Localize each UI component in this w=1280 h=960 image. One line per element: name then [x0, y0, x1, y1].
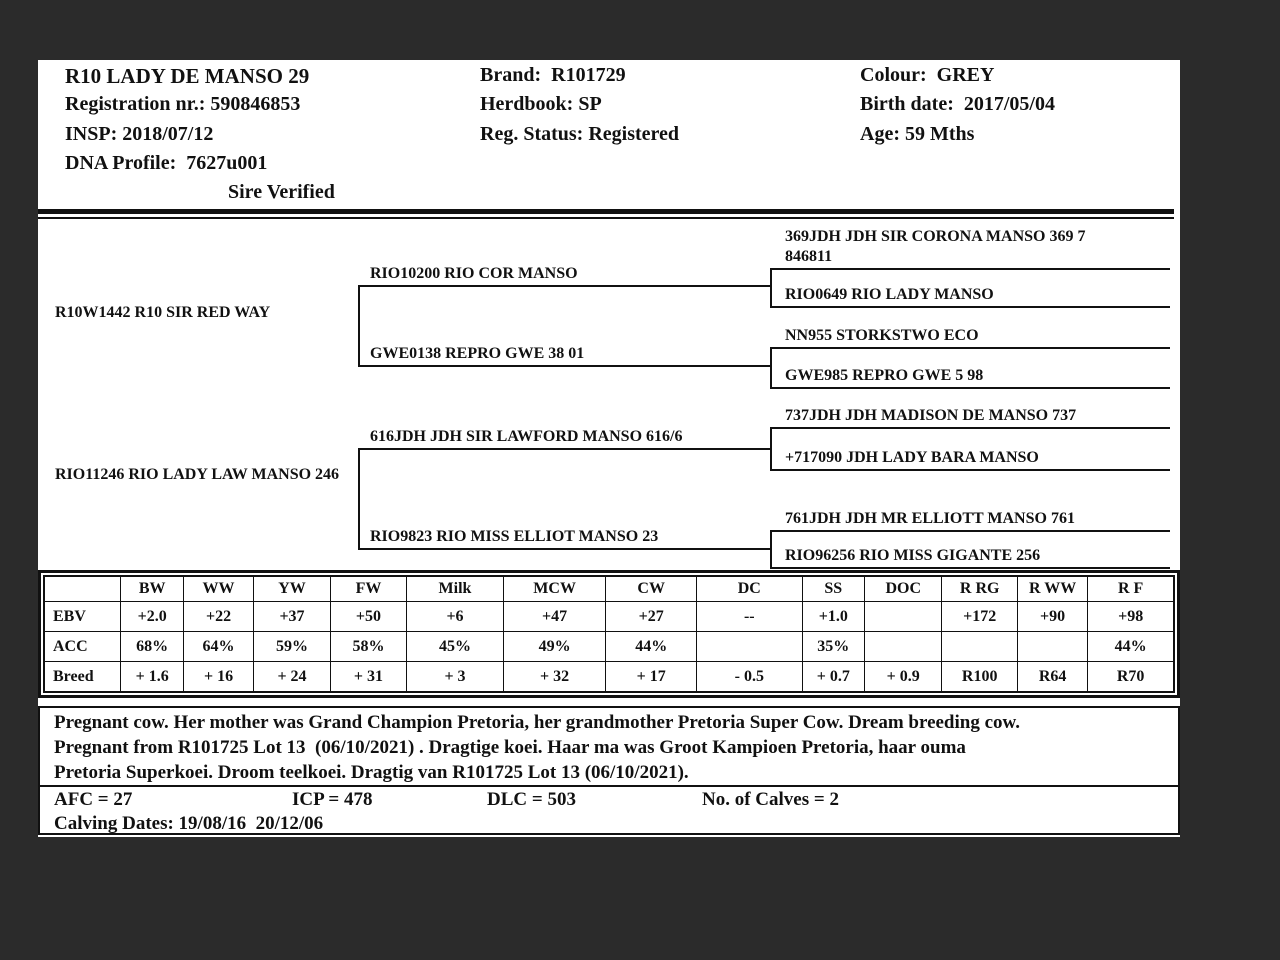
- ebv-header-cell: R F: [1088, 577, 1174, 602]
- acc-values-row: [45, 632, 1174, 662]
- catalog-page: [38, 60, 1180, 837]
- ebv-header-cell: YW: [254, 577, 330, 602]
- great-grandparent-5: 737JDH JDH MADISON DE MANSO 737: [785, 407, 1077, 424]
- grandsire-paternal: RIO10200 RIO COR MANSO: [370, 265, 578, 282]
- breed-cell: + 31: [330, 662, 406, 692]
- ebv-header-cell: DC: [696, 577, 802, 602]
- ebv-table-inner-border: [43, 575, 1175, 693]
- ebv-cell: +50: [330, 602, 406, 632]
- ebv-header-cell: MCW: [503, 577, 606, 602]
- insp-date: INSP: 2018/07/12: [65, 123, 214, 145]
- pedigree-line-ggp6: [770, 469, 1170, 471]
- acc-cell: 58%: [330, 632, 406, 662]
- great-grandparent-7: 761JDH JDH MR ELLIOTT MANSO 761: [785, 510, 1075, 527]
- sire-name: R10W1442 R10 SIR RED WAY: [55, 304, 271, 321]
- stats-divider-line: [40, 785, 1178, 787]
- calving-dates: Calving Dates: 19/08/16 20/12/06: [54, 813, 324, 834]
- breed-cell: + 16: [183, 662, 253, 692]
- granddam-maternal: RIO9823 RIO MISS ELLIOT MANSO 23: [370, 528, 659, 545]
- brand: Brand: R101729: [480, 64, 626, 86]
- breed-cell: + 0.7: [802, 662, 864, 692]
- pedigree-line-ggp1: [770, 268, 1170, 270]
- pedigree-line-ggp2: [770, 306, 1170, 308]
- row-label: Breed: [45, 662, 121, 692]
- dlc-value: DLC = 503: [487, 789, 576, 810]
- row-label: ACC: [45, 632, 121, 662]
- pedigree-line-ggp8: [770, 567, 1170, 569]
- age: Age: 59 Mths: [860, 123, 975, 145]
- pedigree-bracket-sire: [358, 285, 360, 367]
- ebv-cell: [864, 602, 941, 632]
- notes-line-2: Pregnant from R101725 Lot 13 (06/10/2021) . Dragtige koei. Haar ma was Groot Kampioen Pretoria, haar ouma: [54, 737, 966, 758]
- ebv-cell: +37: [254, 602, 330, 632]
- ebv-values-row: [45, 602, 1174, 632]
- notes-and-stats-box: [38, 706, 1180, 835]
- acc-cell: 49%: [503, 632, 606, 662]
- registration-number: Registration nr.: 590846853: [65, 93, 301, 115]
- ebv-header-cell: DOC: [864, 577, 941, 602]
- granddam-paternal: GWE0138 REPRO GWE 38 01: [370, 345, 585, 362]
- pedigree-line-ggp3: [770, 347, 1170, 349]
- acc-cell: 68%: [121, 632, 183, 662]
- acc-cell: [942, 632, 1017, 662]
- pedigree-bracket-dam-dam: [770, 530, 772, 569]
- notes-line-1: Pregnant cow. Her mother was Grand Champion Pretoria, her grandmother Pretoria Super Cow. Dream breeding cow.: [54, 712, 1020, 733]
- afc-value: AFC = 27: [54, 789, 133, 810]
- acc-cell: 64%: [183, 632, 253, 662]
- header-divider-rule: [38, 209, 1174, 219]
- breed-cell: - 0.5: [696, 662, 802, 692]
- acc-cell: 59%: [254, 632, 330, 662]
- ebv-header-cell: R RG: [942, 577, 1017, 602]
- ebv-cell: +98: [1088, 602, 1174, 632]
- ebv-cell: +1.0: [802, 602, 864, 632]
- ebv-header-cell: FW: [330, 577, 406, 602]
- ebv-cell: +27: [606, 602, 697, 632]
- breed-cell: R70: [1088, 662, 1174, 692]
- pedigree-line-ggp4: [770, 387, 1170, 389]
- breed-values-row: [45, 662, 1174, 692]
- ebv-header-cell: BW: [121, 577, 183, 602]
- ebv-header-cell: WW: [183, 577, 253, 602]
- acc-cell: 45%: [407, 632, 504, 662]
- pedigree-line-sire-sire: [358, 285, 770, 287]
- pedigree-bracket-dam-sire: [770, 427, 772, 471]
- breed-cell: + 1.6: [121, 662, 183, 692]
- ebv-header-cell: R WW: [1017, 577, 1087, 602]
- great-grandparent-3: NN955 STORKSTWO ECO: [785, 327, 979, 344]
- pedigree-line-ggp5: [770, 427, 1170, 429]
- great-grandparent-1: 369JDH JDH SIR CORONA MANSO 369 7 846811: [785, 228, 1086, 265]
- acc-cell: 44%: [1088, 632, 1174, 662]
- herdbook: Herdbook: SP: [480, 93, 602, 115]
- breed-cell: R100: [942, 662, 1017, 692]
- ebv-table-frame: [38, 570, 1180, 698]
- row-label: EBV: [45, 602, 121, 632]
- great-grandparent-6: +717090 JDH LADY BARA MANSO: [785, 449, 1039, 466]
- great-grandparent-4: GWE985 REPRO GWE 5 98: [785, 367, 984, 384]
- ebv-cell: --: [696, 602, 802, 632]
- breed-cell: + 0.9: [864, 662, 941, 692]
- sire-verified-label: Sire Verified: [228, 181, 335, 203]
- ebv-header-cell: CW: [606, 577, 697, 602]
- icp-value: ICP = 478: [292, 789, 373, 810]
- great-grandparent-8: RIO96256 RIO MISS GIGANTE 256: [785, 547, 1041, 564]
- ebv-header-row: [45, 577, 1174, 602]
- breed-cell: + 32: [503, 662, 606, 692]
- breed-cell: + 17: [606, 662, 697, 692]
- grandsire-maternal: 616JDH JDH SIR LAWFORD MANSO 616/6: [370, 428, 683, 445]
- great-grandparent-2: RIO0649 RIO LADY MANSO: [785, 286, 994, 303]
- pedigree-bracket-dam: [358, 448, 360, 550]
- breed-cell: + 3: [407, 662, 504, 692]
- acc-cell: [1017, 632, 1087, 662]
- colour: Colour: GREY: [860, 64, 995, 86]
- pedigree-bracket-sire-sire: [770, 268, 772, 308]
- acc-cell: 35%: [802, 632, 864, 662]
- dna-profile: DNA Profile: 7627u001: [65, 152, 268, 174]
- acc-cell: [864, 632, 941, 662]
- pedigree-line-ggp7: [770, 530, 1170, 532]
- notes-line-3: Pretoria Superkoei. Droom teelkoei. Dragtig van R101725 Lot 13 (06/10/2021).: [54, 762, 689, 783]
- birth-date: Birth date: 2017/05/04: [860, 93, 1055, 115]
- ebv-header-cell: [45, 577, 121, 602]
- ebv-header-cell: Milk: [407, 577, 504, 602]
- ebv-table: [44, 576, 1174, 692]
- acc-cell: 44%: [606, 632, 697, 662]
- pedigree-bracket-sire-dam: [770, 347, 772, 389]
- pedigree-line-dam-sire: [358, 448, 770, 450]
- pedigree-line-sire-dam: [358, 365, 770, 367]
- calves-count: No. of Calves = 2: [702, 789, 839, 810]
- ebv-cell: +6: [407, 602, 504, 632]
- reg-status: Reg. Status: Registered: [480, 123, 680, 145]
- ebv-cell: +90: [1017, 602, 1087, 632]
- ebv-cell: +47: [503, 602, 606, 632]
- animal-name: R10 LADY DE MANSO 29: [65, 64, 310, 88]
- dam-name: RIO11246 RIO LADY LAW MANSO 246: [55, 466, 340, 483]
- breed-cell: + 24: [254, 662, 330, 692]
- breed-cell: R64: [1017, 662, 1087, 692]
- ebv-header-cell: SS: [802, 577, 864, 602]
- ebv-cell: +22: [183, 602, 253, 632]
- acc-cell: [696, 632, 802, 662]
- pedigree-line-dam-dam: [358, 548, 770, 550]
- ebv-cell: +2.0: [121, 602, 183, 632]
- ebv-cell: +172: [942, 602, 1017, 632]
